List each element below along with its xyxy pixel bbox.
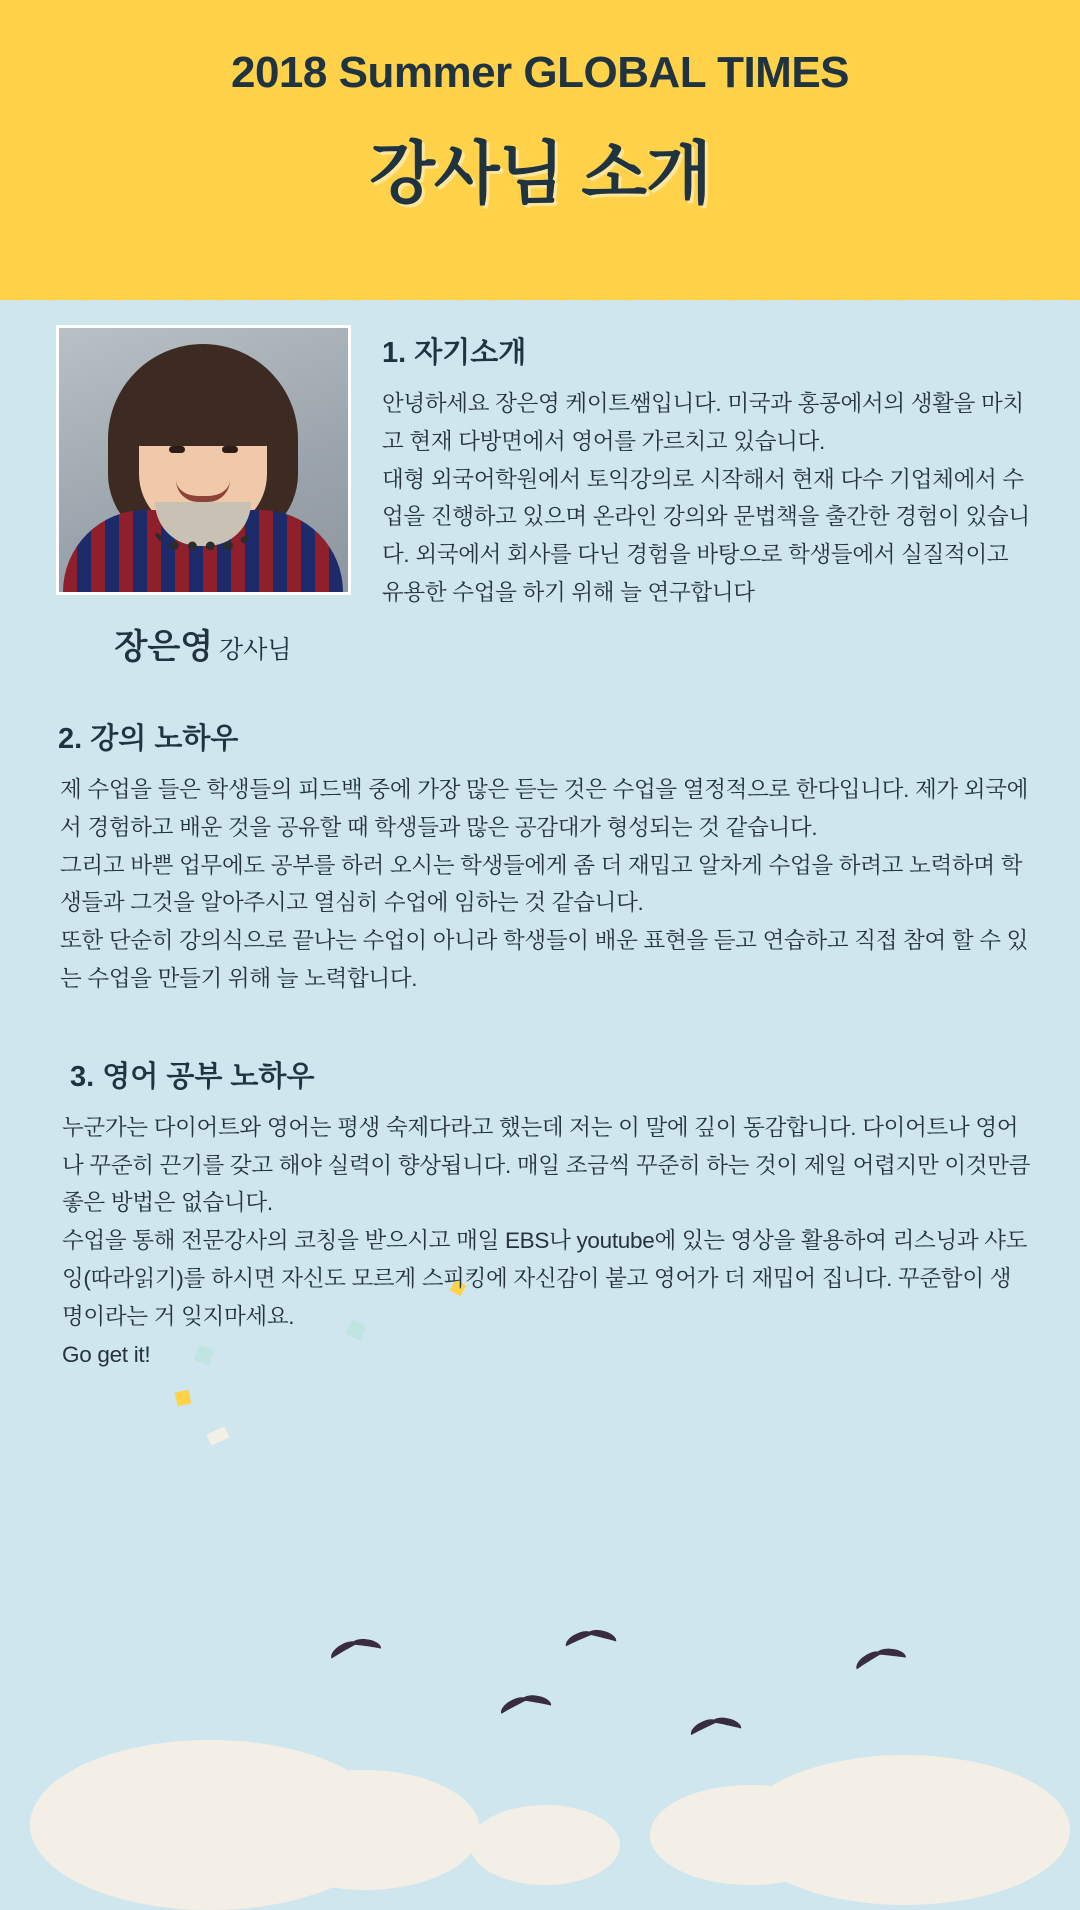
section-2-heading: 2. 강의 노하우 [58,723,239,755]
cloud-shape-5 [470,1805,620,1885]
page-header [0,0,1080,300]
section-1-heading: 1. 자기소개 [382,337,527,369]
section-2-paragraph-2: 그리고 바쁜 업무에도 공부를 하러 오시는 학생들에게 좀 더 재밉고 알차게 수업을 하려고 노력하며 학생들과 그것을 알아주시고 열심히 수업에 임하는 것 같습니다. [60,852,1023,916]
section-3-paragraph-2: 수업을 통해 전문강사의 코칭을 받으시고 매일 EBS나 youtube에 있는 영상을 활용하여 리스닝과 샤도잉(따라읽기)를 하시면 자신도 모르게 스피킹에 자신감이 붙고 영어가 더 재밉어 집니다. 꾸준함이 생명이라는 거 잊지마세요. [62,1228,1028,1329]
confetti-square-2 [175,1390,192,1407]
main-content [0,300,1080,1373]
section-3-heading: 3. 영어 공부 노하우 [70,1060,315,1093]
page-subtitle: 강사님 소개 [369,136,711,212]
instructor-name: 장은영 [114,628,214,666]
instructor-photo [56,325,351,595]
confetti-square-5 [206,1426,229,1445]
section-introduction [48,300,1032,668]
section-3-paragraph-1: 누군가는 다이어트와 영어는 평생 숙제다라고 했는데 저는 이 말에 깊이 동감합니다. 다이어트나 영어나 꾸준히 끈기를 갖고 해야 실력이 향상됩니다. 매일 조금씩 꾸준히 하는 것이 제일 어렵지만 이것만큼 좋은 방법은 없습니다. [62,1114,1031,1216]
introduction-text-block [358,322,1032,612]
bird-icon-5 [853,1647,902,1678]
bird-icon-1 [328,1637,377,1666]
footer-decoration [0,1590,1080,1850]
cloud-shape-2 [250,1770,480,1890]
instructor-name-line [48,619,358,668]
section-2-body [48,771,1032,998]
instructor-profile [48,322,358,668]
section-2-paragraph-3: 또한 단순히 강의식으로 끝나는 수업이 아니라 학생들이 배운 표현을 듣고 연습하고 직접 참여 할 수 있는 수업을 만들기 위해 늘 노력합니다. [60,928,1029,991]
section-3-body [48,1109,1032,1374]
section-3-closing: Go get it! [62,1341,151,1367]
section-1-paragraph-1: 안녕하세요 장은영 케이트쌤입니다. 미국과 홍콩에서의 생활을 마치고 현재 다방면에서 영어를 가르치고 있습니다. [382,391,1024,454]
cloud-shape-3 [740,1755,1070,1905]
instructor-role: 강사님 [219,636,292,664]
page-title: 2018 Summer GLOBAL TIMES [230,48,850,97]
section-2-paragraph-1: 제 수업을 들은 학생들의 피드백 중에 가장 많은 듣는 것은 수업을 열정적으로 한다입니다. 제가 외국에서 경험하고 배운 것을 공유할 때 학생들과 많은 공감대가 형성되는 것 같습니다. [60,777,1029,840]
section-1-paragraph-2: 대형 외국어학원에서 토익강의로 시작해서 현재 다수 기업체에서 수업을 진행하고 있으며 온라인 강의와 문법책을 출간한 경험이 있습니다. 외국에서 회사를 다닌 경험을 바탕으로 학생들에서 실질적이고 유용한 수업을 하기 위해 늘 연구합니다 [382,466,1030,605]
bird-icon-2 [564,1630,612,1655]
section-english-study-knowhow [48,1054,1032,1374]
bird-icon-3 [499,1694,548,1722]
section-teaching-knowhow [48,716,1032,998]
bird-icon-4 [689,1717,737,1743]
